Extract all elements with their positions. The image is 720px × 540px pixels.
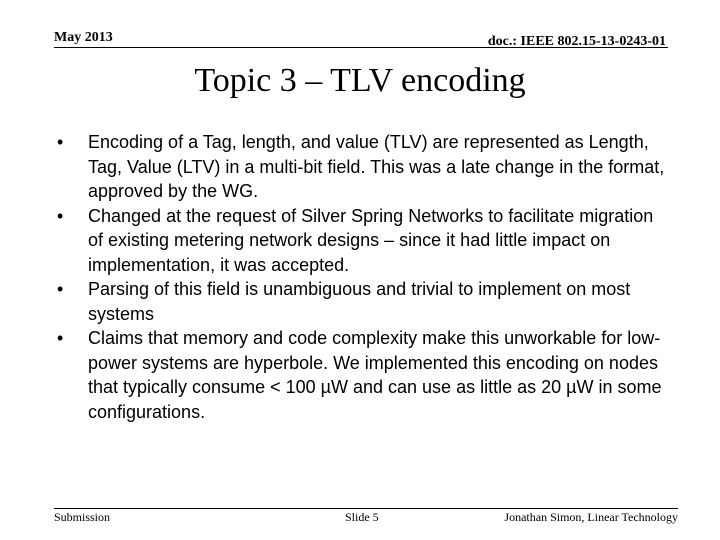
footer-slide-number: Slide 5	[345, 510, 379, 524]
bullet-text: Encoding of a Tag, length, and value (TLV) are represented as Length, Tag, Value (LTV) in a multi-bit field. This was a late change in the format, approved by the WG.	[88, 132, 665, 201]
bullet-text: Parsing of this field is unambiguous and trivial to implement on most systems	[88, 279, 631, 324]
bullet-text: Claims that memory and code complexity make this unworkable for low-power systems are hyperbole. We implemented this encoding on nodes that typically consume < 100 µW and can use as little as 20 µW in some configurations.	[88, 328, 662, 422]
bullet-item	[57, 277, 667, 326]
bullet-item	[57, 204, 667, 278]
footer-submission: Submission	[54, 510, 111, 524]
slide-title: Topic 3 – TLV encoding	[194, 62, 526, 99]
bullet-item	[57, 326, 667, 424]
footer-divider	[54, 508, 678, 509]
bullet-icon: •	[57, 279, 64, 299]
header-date: May 2013	[54, 30, 113, 45]
bullet-text: Changed at the request of Silver Spring Networks to facilitate migration of existing metering network designs – since it had little impact on implementation, it was accepted.	[88, 205, 654, 275]
header-divider	[54, 47, 668, 48]
header-doc-id: doc.: IEEE 802.15-13-0243-01	[487, 34, 666, 49]
bullet-item	[57, 130, 667, 204]
bullet-icon: •	[57, 328, 64, 348]
bullet-icon: •	[57, 205, 64, 226]
bullet-icon: •	[57, 132, 64, 152]
bullet-list	[57, 130, 667, 424]
footer-author: Jonathan Simon, Linear Technology	[504, 510, 678, 524]
